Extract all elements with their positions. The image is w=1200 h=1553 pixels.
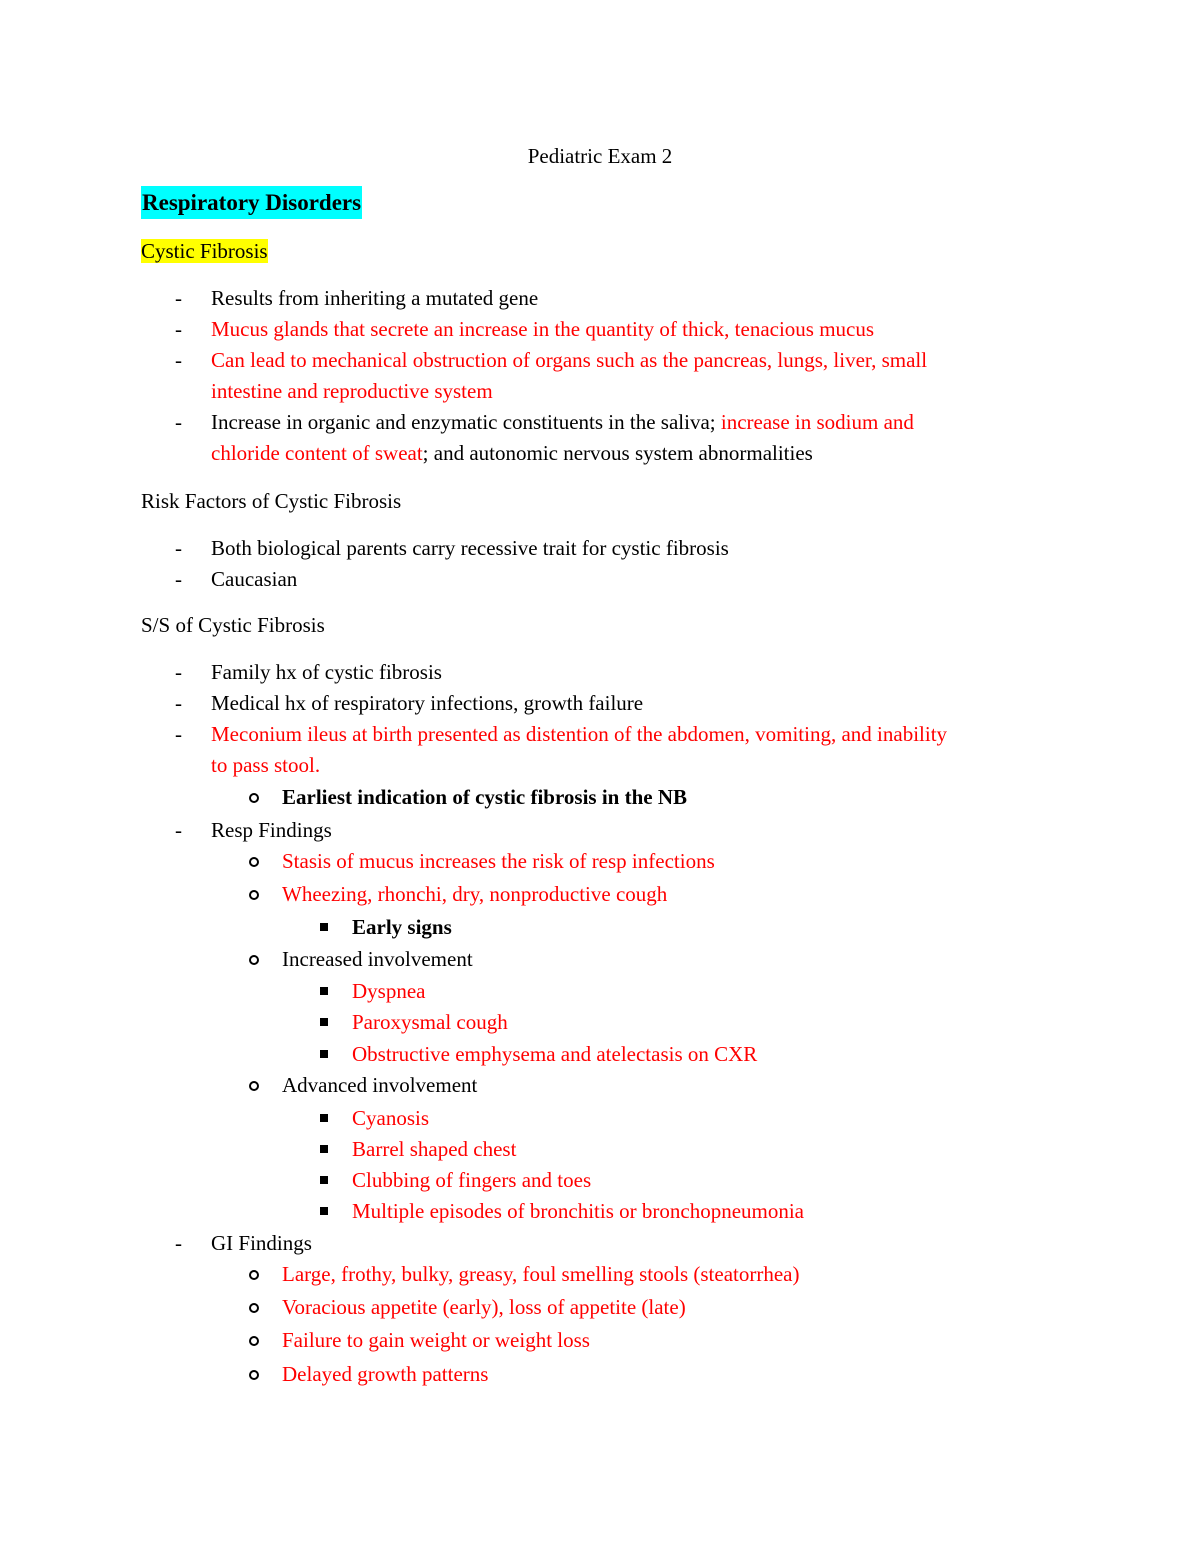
list-item-text: Earliest indication of cystic fibrosis in the NB [282, 785, 688, 809]
square-bullet-icon [320, 1114, 328, 1122]
list-item-text: Obstructive emphysema and atelectasis on CXR [352, 1042, 758, 1066]
dash-bullet-icon: - [175, 691, 182, 715]
list-item-text: Dyspnea [352, 979, 426, 1003]
list-item [175, 314, 875, 345]
circle-bullet-icon [249, 1303, 259, 1313]
list-item-continuation [211, 376, 493, 407]
document-title: Pediatric Exam 2 [527, 144, 673, 168]
list-item [282, 782, 687, 813]
circle-bullet-icon [249, 1336, 259, 1346]
list-item-text: Meconium ileus at birth presented as distention of the abdomen, vomiting, and inability [211, 722, 948, 746]
list-item [352, 1196, 804, 1227]
square-bullet-icon [320, 923, 328, 931]
list-item [175, 407, 914, 438]
list-item [282, 1325, 590, 1356]
list-item-text: Clubbing of fingers and toes [352, 1168, 592, 1192]
circle-bullet-icon [249, 1370, 259, 1380]
square-bullet-icon [320, 1207, 328, 1215]
list-item-text: Delayed growth patterns [282, 1362, 489, 1386]
list-item [352, 1103, 429, 1134]
list-item-text-red: chloride content of sweat [211, 441, 423, 465]
square-bullet-icon [320, 1145, 328, 1153]
list-item [282, 944, 473, 975]
list-item-continuation [211, 750, 320, 781]
list-item-text: Stasis of mucus increases the risk of resp infections [282, 849, 715, 873]
list-item [282, 1259, 799, 1290]
square-bullet-icon [320, 1018, 328, 1026]
list-item-text: Mucus glands that secrete an increase in the quantity of thick, tenacious mucus [211, 317, 875, 341]
list-item-text: Caucasian [211, 567, 298, 591]
list-item-text: Medical hx of respiratory infections, growth failure [211, 691, 644, 715]
list-item-text: Both biological parents carry recessive trait for cystic fibrosis [211, 536, 729, 560]
list-item [175, 815, 332, 846]
list-item [175, 533, 729, 564]
list-item-text: Advanced involvement [282, 1073, 478, 1097]
square-bullet-icon [320, 987, 328, 995]
list-item-text: Paroxysmal cough [352, 1010, 508, 1034]
list-item [175, 564, 298, 595]
square-bullet-icon [320, 1050, 328, 1058]
list-item [282, 1292, 686, 1323]
list-item-text: Family hx of cystic fibrosis [211, 660, 442, 684]
list-item-text: Early signs [352, 915, 452, 939]
list-item [352, 1165, 591, 1196]
list-item-text: Results from inheriting a mutated gene [211, 286, 539, 310]
list-item [175, 283, 539, 314]
circle-bullet-icon [249, 890, 259, 900]
list-item-text: Failure to gain weight or weight loss [282, 1328, 590, 1352]
list-item [282, 879, 667, 910]
list-item [282, 1070, 477, 1101]
list-item-text: GI Findings [211, 1231, 312, 1255]
circle-bullet-icon [249, 1270, 259, 1280]
list-item-text: Resp Findings [211, 818, 332, 842]
list-item-continuation [211, 438, 813, 469]
circle-bullet-icon [249, 955, 259, 965]
list-item-text-red: increase in sodium and [720, 410, 914, 434]
subheading-risk-factors: Risk Factors of Cystic Fibrosis [141, 489, 402, 513]
subheading-cystic-fibrosis-text: Cystic Fibrosis [141, 239, 268, 263]
list-item [352, 1134, 516, 1165]
list-item [352, 1007, 508, 1038]
list-item [352, 976, 425, 1007]
list-item [175, 345, 928, 376]
list-item-text: Voracious appetite (early), loss of appetite (late) [282, 1295, 686, 1319]
dash-bullet-icon: - [175, 317, 182, 341]
list-item-text: Cyanosis [352, 1106, 430, 1130]
square-bullet-icon [320, 1176, 328, 1184]
dash-bullet-icon: - [175, 286, 182, 310]
circle-bullet-icon [249, 857, 259, 867]
circle-bullet-icon [249, 793, 259, 803]
dash-bullet-icon: - [175, 410, 182, 434]
list-item [282, 1359, 488, 1390]
list-item-text: ; and autonomic nervous system abnormalities [422, 441, 813, 465]
list-item-text: Wheezing, rhonchi, dry, nonproductive cough [282, 882, 668, 906]
list-item-text: Increase in organic and enzymatic constituents in the saliva; [211, 410, 721, 434]
list-item [175, 657, 442, 688]
list-item [352, 1039, 757, 1070]
list-item [282, 846, 715, 877]
dash-bullet-icon: - [175, 1231, 182, 1255]
dash-bullet-icon: - [175, 536, 182, 560]
list-item [352, 912, 452, 943]
list-item [175, 1228, 312, 1259]
dash-bullet-icon: - [175, 818, 182, 842]
list-item-text: Barrel shaped chest [352, 1137, 517, 1161]
list-item-text: Multiple episodes of bronchitis or bronchopneumonia [352, 1199, 805, 1223]
list-item [175, 688, 644, 719]
list-item [175, 719, 948, 750]
section-heading-respiratory-disorders: Respiratory Disorders [141, 186, 362, 219]
dash-bullet-icon: - [175, 348, 182, 372]
list-item-text: intestine and reproductive system [211, 379, 493, 403]
dash-bullet-icon: - [175, 722, 182, 746]
list-item-text: Increased involvement [282, 947, 473, 971]
dash-bullet-icon: - [175, 660, 182, 684]
list-item-text: to pass stool. [211, 753, 321, 777]
dash-bullet-icon: - [175, 567, 182, 591]
circle-bullet-icon [249, 1081, 259, 1091]
list-item-text: Can lead to mechanical obstruction of organs such as the pancreas, lungs, liver, small [211, 348, 928, 372]
list-item-text: Large, frothy, bulky, greasy, foul smelling stools (steatorrhea) [282, 1262, 800, 1286]
subheading-signs-symptoms: S/S of Cystic Fibrosis [141, 613, 325, 637]
subheading-cystic-fibrosis [141, 236, 268, 267]
